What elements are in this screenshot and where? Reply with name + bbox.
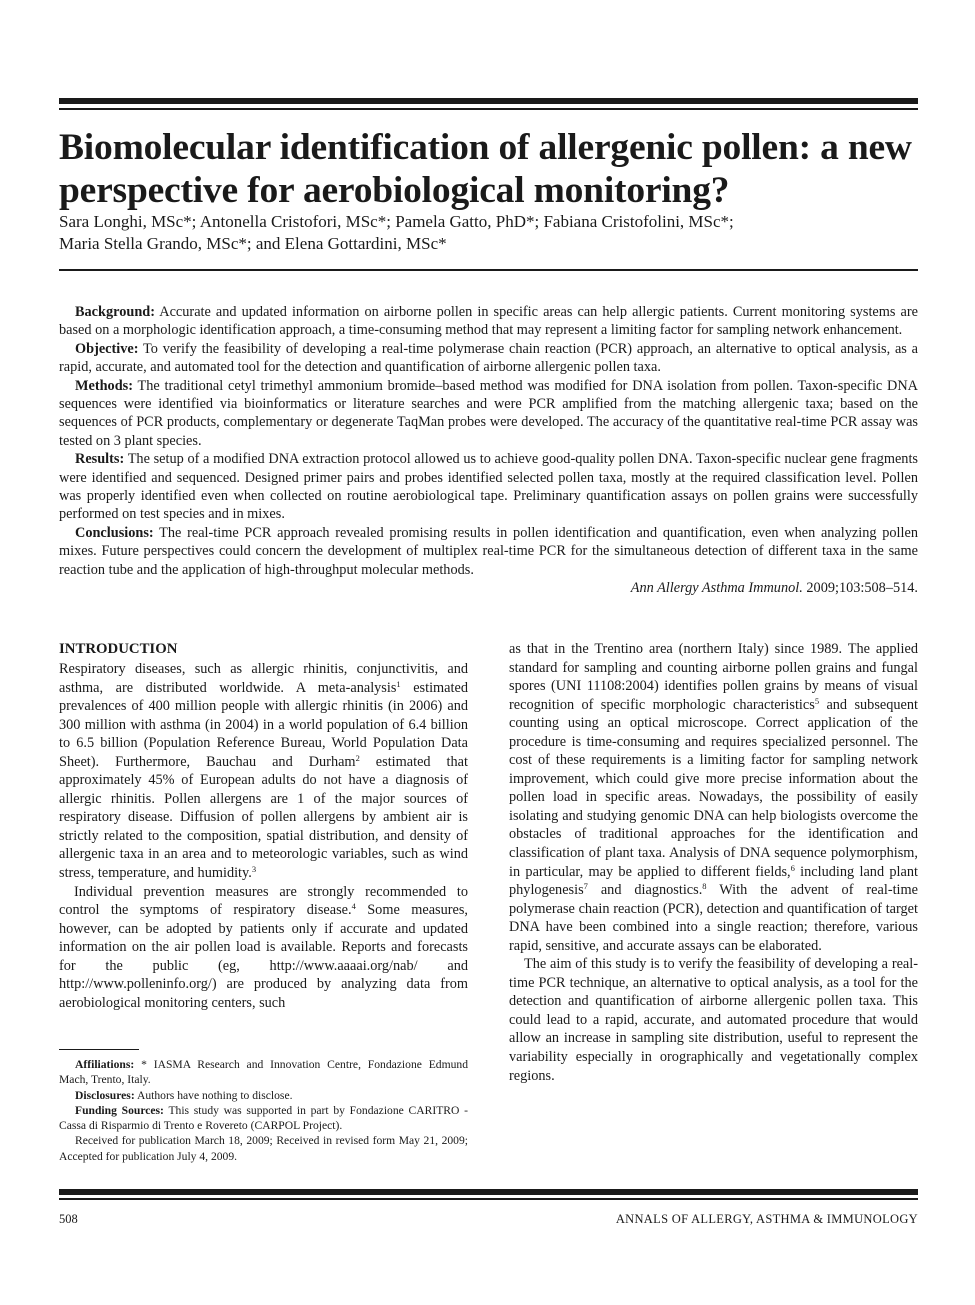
footnote-affiliations bbox=[59, 1057, 468, 1088]
abstract-conclusions bbox=[59, 524, 918, 579]
text-run: Some measures, however, can be adopted by patients only if accurate and updated information on the air pollen load is available. Reports and forecasts for the public (eg, http://www.aaaai.org/nab/ and http://www.polleninfo.org/) are produced by analyzing data from aerobiological monitoring centers, such bbox=[59, 902, 468, 1011]
affiliations-label: Affiliations: bbox=[75, 1058, 135, 1071]
methods-label: Methods: bbox=[75, 377, 133, 394]
ref-superscript: 4 bbox=[351, 901, 356, 912]
intro-paragraph-2 bbox=[59, 883, 468, 1013]
article-title: Biomolecular identification of allergenic pollen: a new perspective for aerobiological monitoring? bbox=[59, 127, 912, 211]
ref-superscript: 8 bbox=[702, 881, 707, 892]
abstract-objective bbox=[59, 340, 918, 377]
footnote-rule bbox=[59, 1049, 139, 1050]
affiliations-text: * IASMA Research and Innovation Centre, Fondazione Edmund Mach, Trento, Italy. bbox=[59, 1058, 468, 1087]
text-run: estimated that approximately 45% of European adults do not have a diagnosis of allergic rhinitis. Pollen allergens are 1 of the major sources of respiratory disease. Diffusion of pollen allergens by ambient air is strictly related to the composition, spatial distribution, and density of allergenic taxa in an area and to meteorologic variables, such as wind stress, temperature, and humidity. bbox=[59, 753, 468, 882]
abstract-results bbox=[59, 450, 918, 524]
conclusions-text: The real-time PCR approach revealed promising results in pollen identification and quantification, even when analyzing pollen mixes. Future perspectives could concern the development of multiplex real-time PCR for the simultaneous detection of different taxa in the same reaction tube and the application of high-throughput molecular methods. bbox=[59, 524, 918, 578]
text-run: Individual prevention measures are strongly recommended to control the symptoms of respiratory disease. bbox=[59, 883, 468, 919]
objective-text: To verify the feasibility of developing a real-time polymerase chain reaction (PCR) approach, an alternative to optical analysis, as a rapid, accurate, and automated tool for the detection and quantification of airborne allergenic pollen taxa. bbox=[59, 340, 918, 376]
funding-text: This study was supported in part by Fondazione CARITRO - Cassa di Risparmio di Trento e Rovereto (CARPOL Project). bbox=[59, 1103, 468, 1133]
footnotes bbox=[59, 1057, 468, 1164]
intro-paragraph-3 bbox=[509, 640, 918, 955]
left-column bbox=[59, 640, 468, 1012]
text-run: and subsequent counting using an optical microscope. Correct application of the procedure is time-consuming and requires specialized personnel. The cost of these requirements is a limiting factor for sampling network improvement, which could give more precise information about the pollen load in specific areas. Nowadays, the possibility of easily isolating and studying genomic DNA can help biologists overcome the obstacles of traditional approaches for the identification and classification of plant taxa. Analysis of DNA sequence polymorphism, in particular, may be applied to different fields, bbox=[509, 696, 918, 880]
journal-name: ANNALS OF ALLERGY, ASTHMA & IMMUNOLOGY bbox=[615, 1212, 918, 1226]
bottom-thick-rule bbox=[59, 1189, 918, 1195]
conclusions-label: Conclusions: bbox=[75, 524, 154, 541]
page-number: 508 bbox=[59, 1212, 78, 1226]
authors-line-2: Maria Stella Grando, MSc*; and Elena Gottardini, MSc* bbox=[59, 233, 447, 253]
header-divider bbox=[59, 269, 918, 271]
ref-superscript: 1 bbox=[396, 678, 401, 689]
ref-superscript: 5 bbox=[814, 695, 820, 706]
methods-text: The traditional cetyl trimethyl ammonium bromide–based method was modified for DNA isolation from pollen. Taxon-specific DNA sequences were identified via bioinformatics or literature searches and were PCR amplified from the matching allergenic taxa; based on the sequences of PCR products, complementary or degenerate TaqMan probes were developed. The accuracy of the quantitative real-time PCR assay was tested on 3 plant species. bbox=[59, 377, 918, 449]
footnote-funding bbox=[59, 1103, 468, 1134]
text-run: With the advent of real-time polymerase chain reaction (PCR), detection and quantification of target DNA have been combined into a single reaction; therefore, various rapid, sensitive, and accurate assays can be elaborated. bbox=[509, 882, 918, 954]
results-label: Results: bbox=[75, 451, 125, 468]
introduction-heading: INTRODUCTION bbox=[59, 641, 178, 657]
footnote-received: Received for publication March 18, 2009; Received in revised form May 21, 2009; Accepted for publication July 4, 2009. bbox=[59, 1134, 468, 1163]
funding-label: Funding Sources: bbox=[75, 1103, 164, 1117]
text-run: Respiratory diseases, such as allergic rhinitis, conjunctivitis, and asthma, are distributed worldwide. A meta-analysis bbox=[59, 661, 468, 696]
text-run: and diagnostics. bbox=[587, 882, 703, 899]
ref-superscript: 7 bbox=[583, 881, 588, 892]
intro-paragraph-1 bbox=[59, 660, 468, 883]
objective-label: Objective: bbox=[75, 340, 139, 357]
text-run: estimated prevalences of 400 million people with allergic rhinitis (in 2006) and 300 million with asthma (in 2004) in a world population of 6.4 billion to 6.5 billion (Population Reference Bureau, World Population Data Sheet). Furthermore, Bauchau and Durham bbox=[59, 679, 468, 770]
background-text: Accurate and updated information on airborne pollen in specific areas can help allergic patients. Current monitoring systems are based on a morphologic identification approach, a time-consuming method that may represent a limiting factor for sampling network enhancement. bbox=[59, 304, 918, 339]
disclosures-label: Disclosures: bbox=[75, 1088, 135, 1102]
text-run: as that in the Trentino area (northern Italy) since 1989. The applied standard for sampling and counting airborne pollen grains and fungal spores (UNI 11108:2004) identifies pollen grains by means of visual recognition of specific morphologic characteristics bbox=[509, 641, 918, 713]
top-thick-rule bbox=[59, 98, 918, 104]
ref-superscript: 3 bbox=[251, 864, 257, 875]
top-thin-rule bbox=[59, 108, 918, 110]
ref-superscript: 6 bbox=[790, 862, 795, 873]
abstract-background bbox=[59, 303, 918, 340]
bottom-thin-rule bbox=[59, 1198, 918, 1200]
citation bbox=[59, 579, 918, 597]
intro-paragraph-4: The aim of this study is to verify the feasibility of developing a real-time PCR technique, an alternative to optical analysis, as a tool for the detection and quantification of airborne allergenic pollen taxa. This could lead to a rapid, accurate, and automated procedure that would allow an increase in sampling site distribution, useful to represent the variability especially in orographically and vegetationally complex regions. bbox=[509, 956, 918, 1084]
citation-journal: Ann Allergy Asthma Immunol. bbox=[630, 580, 803, 597]
citation-details: 2009;103:508–514. bbox=[806, 580, 918, 597]
abstract-methods bbox=[59, 377, 918, 451]
abstract bbox=[59, 303, 918, 598]
right-column bbox=[509, 640, 918, 1085]
authors-line-1: Sara Longhi, MSc*; Antonella Cristofori, MSc*; Pamela Gatto, PhD*; Fabiana Cristofolini, MSc*; bbox=[59, 212, 734, 231]
footnote-disclosures bbox=[59, 1088, 468, 1103]
text-run: including land plant phylogenesis bbox=[509, 863, 918, 899]
background-label: Background: bbox=[75, 304, 155, 320]
disclosures-text: Authors have nothing to disclose. bbox=[136, 1088, 293, 1102]
ref-superscript: 2 bbox=[355, 752, 360, 763]
results-text: The setup of a modified DNA extraction protocol allowed us to achieve good-quality pollen DNA. Taxon-specific nuclear gene fragments were identified and sequenced. Designed primer pairs and probes identified selected pollen taxa, mostly at the required classification level. Pollen was properly identified even when collected on routine aerobiological tape. Preliminary quantification assays on pollen grains were successfully performed on test species and in mixes. bbox=[59, 451, 918, 523]
author-list bbox=[59, 211, 919, 254]
